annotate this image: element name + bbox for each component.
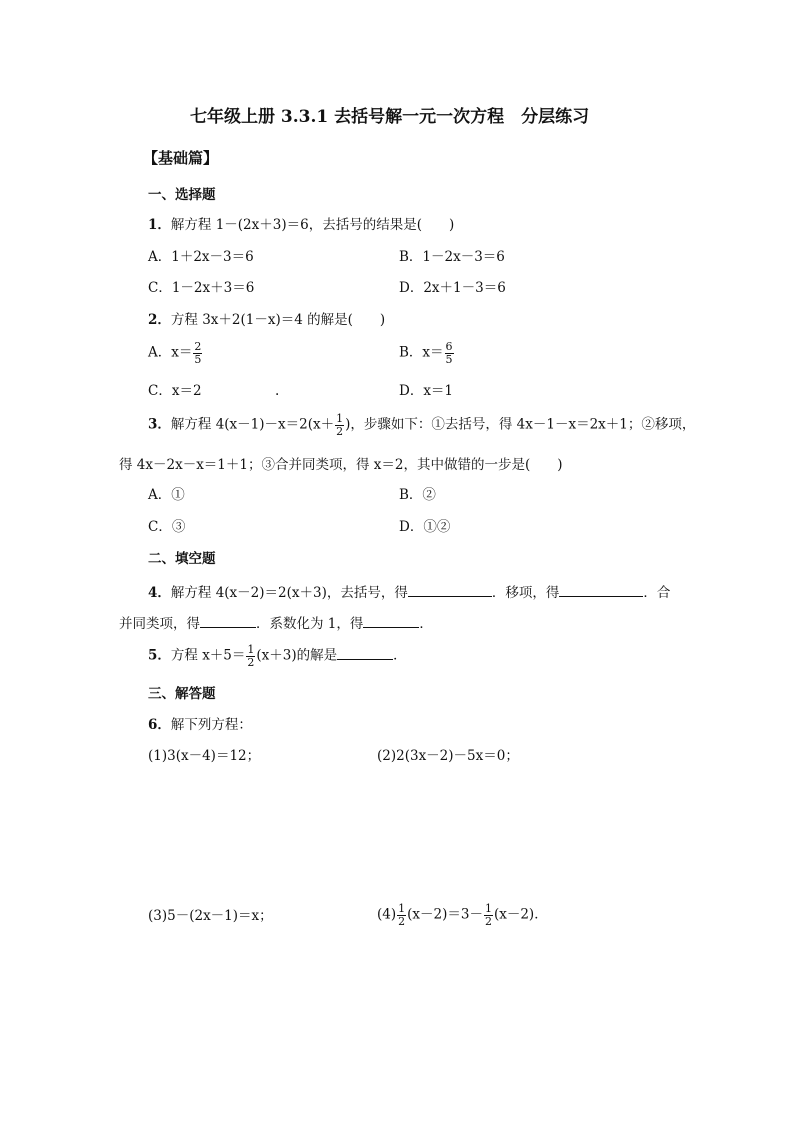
fraction-numerator: 1 <box>398 902 406 915</box>
question-6-part-4 <box>377 903 548 927</box>
question-6-stem: 解下列方程： <box>170 717 252 733</box>
question-4-line2-a: 并同类项，得 <box>119 616 200 632</box>
question-6-number: 6． <box>148 717 171 733</box>
question-6-part-4-fraction-2 <box>484 903 493 927</box>
question-6-part-3: (3)5－(2x－1)＝x； <box>148 908 273 924</box>
question-5-stem-a: 方程 x＋5＝ <box>170 647 246 664</box>
question-1-option-d: D．2x＋1－3＝6 <box>399 280 506 296</box>
question-3-fraction <box>335 413 344 437</box>
fraction-numerator: 1 <box>247 643 255 656</box>
question-2-number: 2． <box>148 312 171 328</box>
question-1 <box>148 219 454 233</box>
question-2-option-b-prefix: B．x＝ <box>399 344 444 361</box>
answer-blank[interactable] <box>363 615 419 628</box>
question-3-stem-b: )，步骤如下：①去括号，得 4x－1－x＝2x＋1；②移项， <box>345 416 696 433</box>
question-6-part-4-mid: (x－2)＝3－ <box>407 906 483 923</box>
question-3-option-d: D．①② <box>399 519 451 535</box>
stray-dot: . <box>275 383 280 399</box>
question-6-part-4-label: (4) <box>377 906 397 923</box>
fraction-denominator: 2 <box>336 424 344 438</box>
question-3-option-a: A．① <box>148 487 185 503</box>
question-1-option-c: C．1－2x＋3＝6 <box>148 280 255 296</box>
fraction-denominator: 2 <box>484 914 492 928</box>
question-5-fraction <box>246 644 255 668</box>
question-4-stem-b: ．移项，得 <box>491 585 560 601</box>
question-2-option-c: C．x＝2 <box>148 383 202 399</box>
question-5-stem-c: ． <box>393 647 407 664</box>
question-4-stem-a: 解方程 4(x－2)＝2(x＋3)，去括号，得 <box>170 585 408 601</box>
answer-blank[interactable] <box>559 584 643 597</box>
fraction-numerator: 6 <box>445 340 453 353</box>
question-2-option-a <box>148 341 203 365</box>
question-2-option-a-prefix: A．x＝ <box>148 344 193 361</box>
question-3-line-2: 得 4x－2x－x＝1＋1；③合并同类项，得 x＝2，其中做错的一步是( ) <box>119 457 563 473</box>
question-2-option-a-fraction <box>193 341 202 365</box>
question-3-number: 3． <box>148 416 171 433</box>
question-1-option-a: A．1＋2x－3＝6 <box>148 249 254 265</box>
question-6-part-4-end: (x－2)． <box>493 906 548 923</box>
question-6-part-1: (1)3(x－4)＝12； <box>148 748 261 764</box>
answer-blank[interactable] <box>200 615 256 628</box>
question-3-option-c: C．③ <box>148 519 186 535</box>
fraction-numerator: 1 <box>484 902 492 915</box>
question-2-option-b <box>399 341 455 365</box>
fraction-denominator: 5 <box>194 352 202 366</box>
fraction-denominator: 5 <box>445 352 453 366</box>
question-3-line-1 <box>148 413 695 437</box>
level-heading: 【基础篇】 <box>143 149 219 167</box>
fraction-numerator: 2 <box>194 340 202 353</box>
answer-blank[interactable] <box>408 584 492 597</box>
question-2-stem: 方程 3x＋2(1－x)＝4 的解是( ) <box>170 312 386 328</box>
section-choice-heading: 一、选择题 <box>148 187 216 203</box>
question-1-option-b: B．1－2x－3＝6 <box>399 249 505 265</box>
question-3-stem-a: 解方程 4(x－1)－x＝2(x＋ <box>170 416 335 433</box>
question-6 <box>148 719 252 733</box>
question-4-stem-c: ．合 <box>643 585 671 601</box>
question-4-line2-c: ． <box>419 616 433 632</box>
question-2-option-d: D．x＝1 <box>399 383 454 399</box>
question-4-line-2 <box>119 615 433 632</box>
question-4-line-1 <box>148 584 670 601</box>
question-2 <box>148 314 385 328</box>
question-6-part-4-fraction-1 <box>397 903 406 927</box>
section-fill-heading: 二、填空题 <box>148 551 216 567</box>
question-5-stem-b: (x＋3)的解是 <box>256 647 338 664</box>
fraction-numerator: 1 <box>336 412 344 425</box>
question-4-number: 4． <box>148 585 171 601</box>
question-1-stem: 解方程 1－(2x＋3)＝6，去括号的结果是( ) <box>170 217 455 233</box>
fraction-denominator: 2 <box>398 914 406 928</box>
question-3-option-b: B．② <box>399 487 436 503</box>
question-5-number: 5． <box>148 647 171 664</box>
fraction-denominator: 2 <box>247 655 255 669</box>
answer-blank[interactable] <box>337 647 393 660</box>
page-title: 七年级上册 3.3.1 去括号解一元一次方程 分层练习 <box>190 107 590 127</box>
question-4-line2-b: ．系数化为 1，得 <box>256 616 364 632</box>
section-solve-heading: 三、解答题 <box>148 686 216 702</box>
question-1-number: 1． <box>148 217 171 233</box>
question-2-option-b-fraction <box>445 341 454 365</box>
question-6-part-2: (2)2(3x－2)－5x＝0； <box>377 748 519 764</box>
question-5 <box>148 644 407 668</box>
